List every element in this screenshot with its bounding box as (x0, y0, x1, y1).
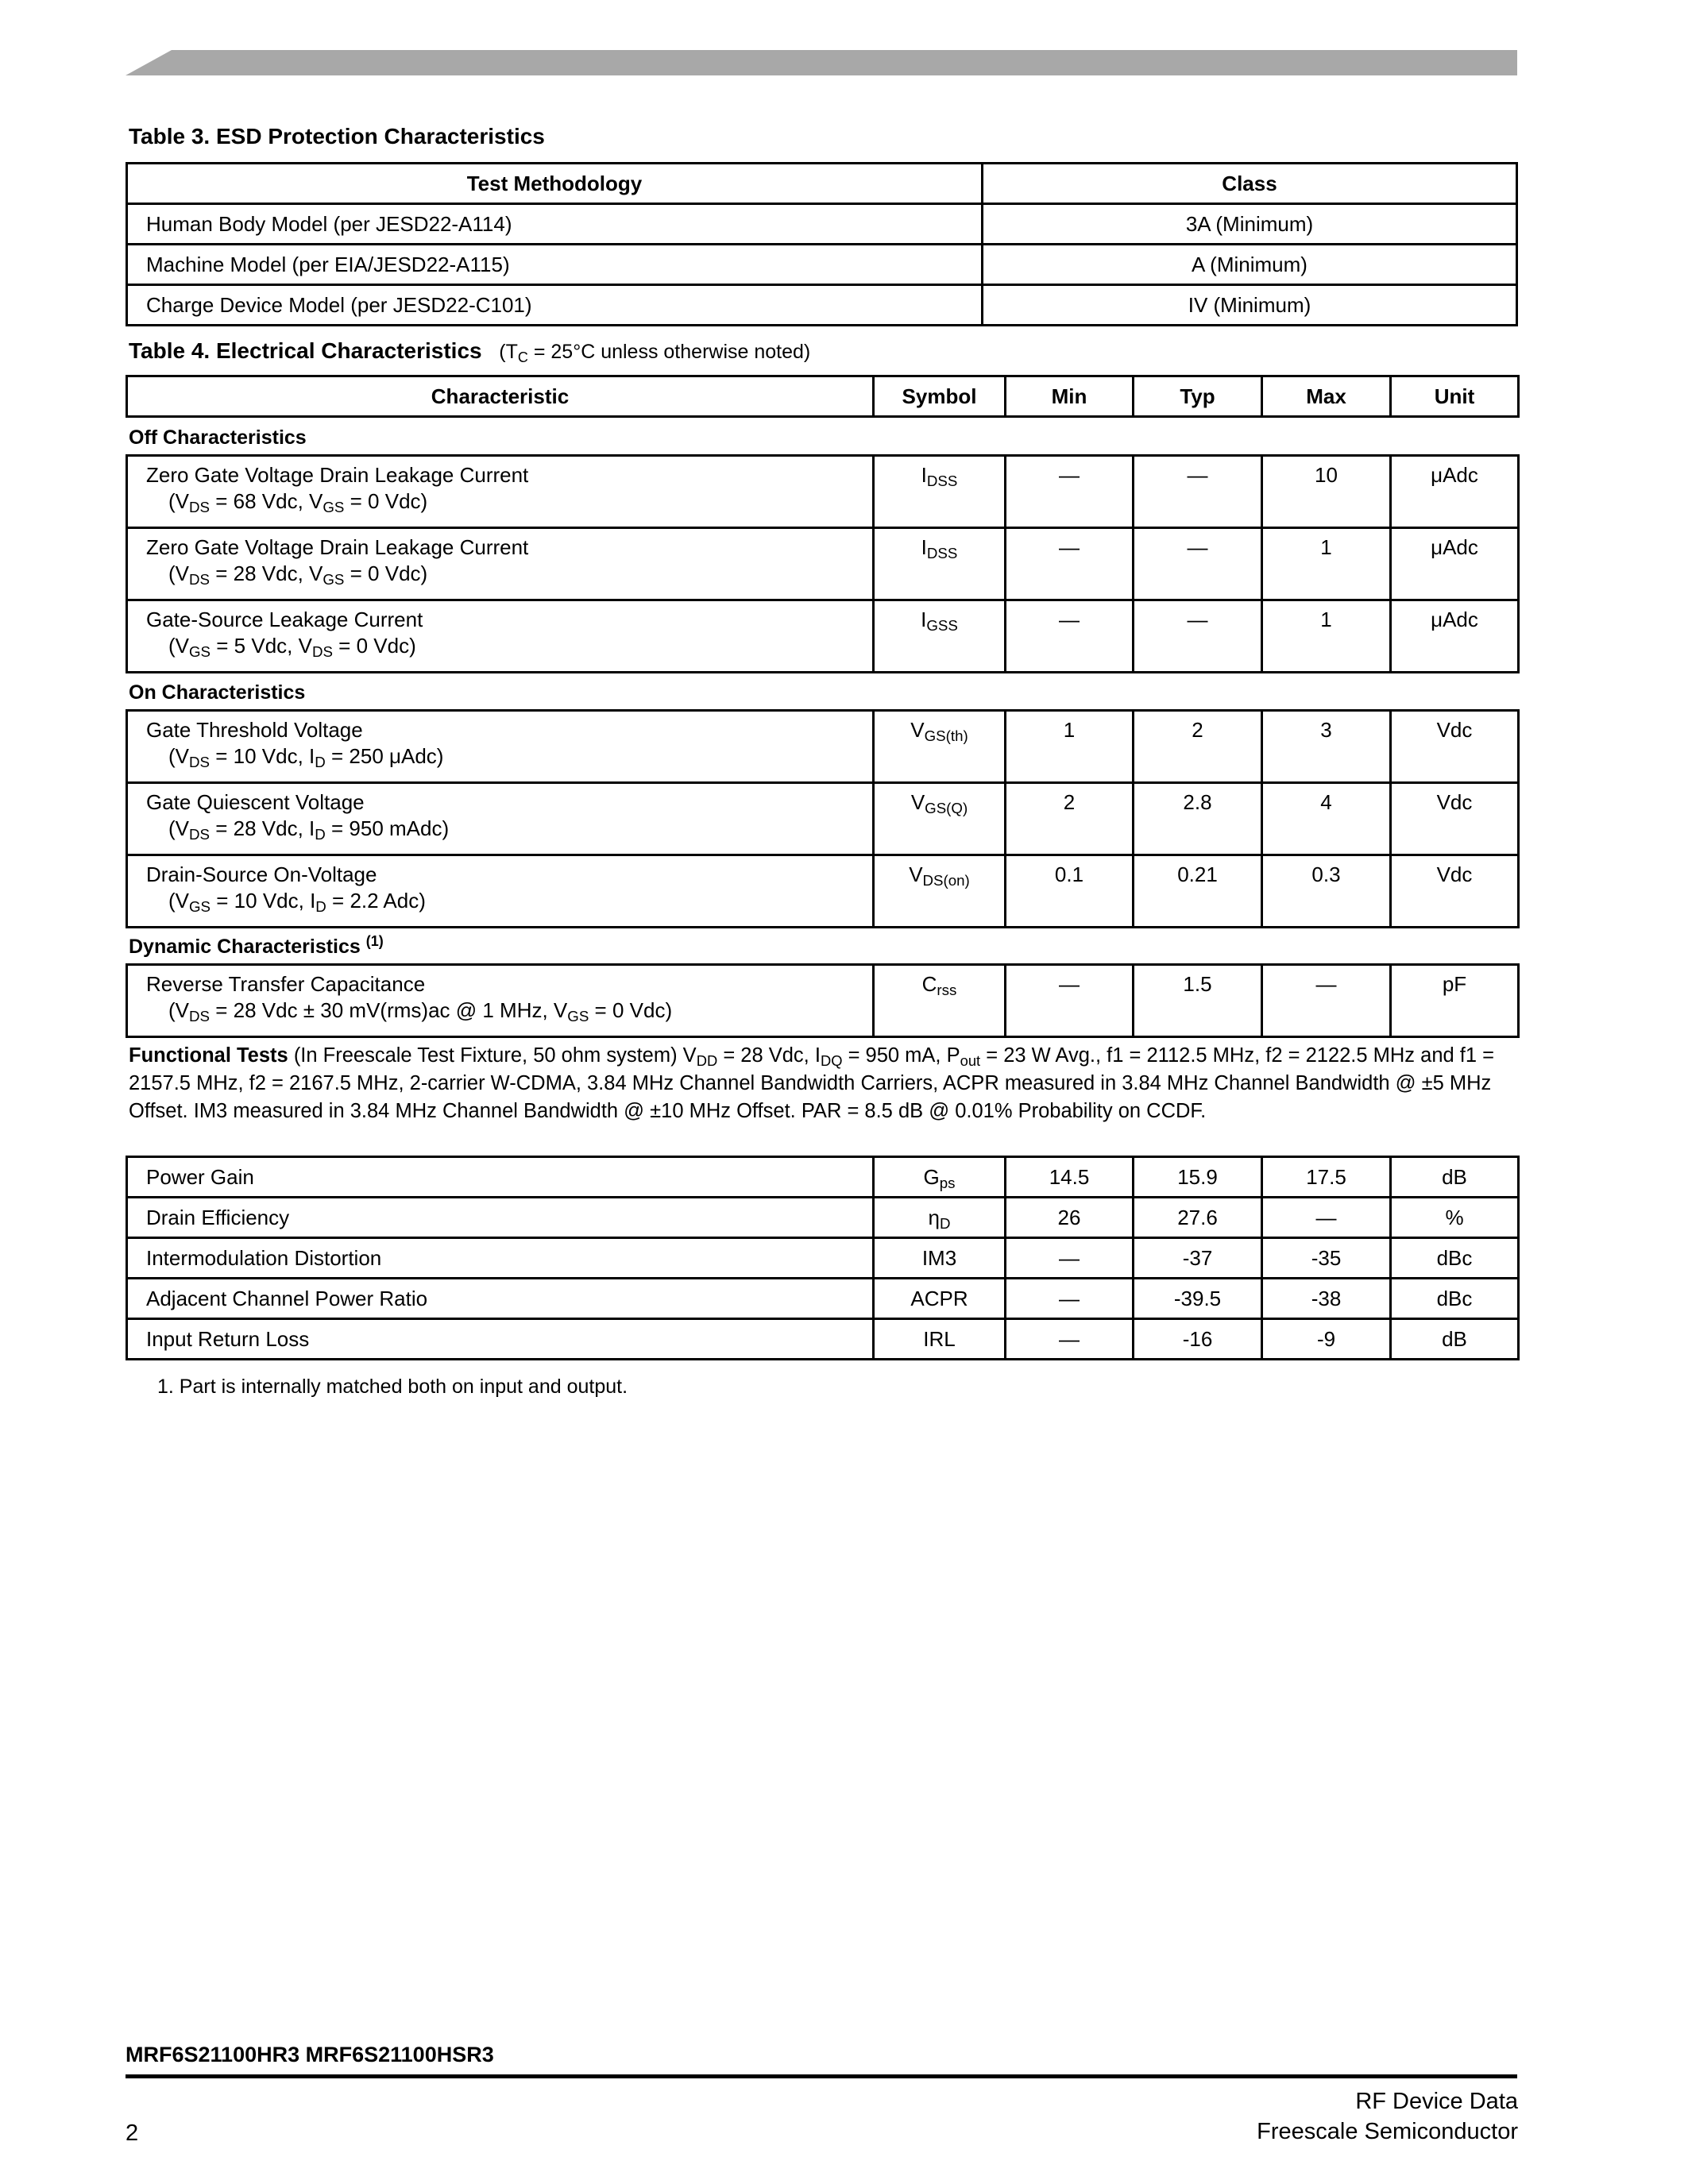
table-row (127, 204, 1517, 245)
characteristic-cell: Zero Gate Voltage Drain Leakage Current ($V_{DS} = 28$ Vdc, $V_{GS} = 0$ Vdc) (127, 528, 874, 600)
footnote: 1. Part is internally matched both on input and output. (157, 1376, 628, 1398)
table-row (127, 1198, 1519, 1238)
table-row (127, 1279, 1519, 1319)
characteristic-cell: Gate Threshold Voltage ($V_{DS} = 10$ Vdc, $I_D = 250$ μAdc) (127, 711, 874, 783)
header-min: Min (1006, 376, 1134, 417)
header-max: Max (1262, 376, 1391, 417)
unit-cell: % (1391, 1198, 1519, 1238)
table-row (127, 528, 1519, 600)
unit-cell: dBc (1391, 1279, 1519, 1319)
min-cell: — (1006, 1279, 1134, 1319)
table-header-row (127, 164, 1517, 204)
unit-cell: dB (1391, 1157, 1519, 1198)
table-row (127, 456, 1519, 528)
typ-cell: 1.5 (1134, 965, 1262, 1037)
max-cell: 0.3 (1262, 855, 1391, 928)
unit-cell: Vdc (1391, 783, 1519, 855)
symbol-cell: $V_{GS(th)}$ (874, 711, 1006, 783)
min-cell: 14.5 (1006, 1157, 1134, 1198)
characteristic-cell: Gate-Source Leakage Current ($V_{GS} = 5$ Vdc, $V_{DS} = 0$ Vdc) (127, 600, 874, 673)
typ-cell: -16 (1134, 1319, 1262, 1360)
symbol-cell: $G_{ps}$ (874, 1157, 1006, 1198)
min-cell: — (1006, 456, 1134, 528)
symbol-cell: $I_{GSS}$ (874, 600, 1006, 673)
unit-cell: Vdc (1391, 711, 1519, 783)
min-cell: — (1006, 1319, 1134, 1360)
header-class: Class (983, 164, 1517, 204)
functional-tests-conditions: Functional Tests (In Freescale Test Fixture, 50 ohm system) $V_{DD} = 28$ Vdc, $I_{DQ} = 950$ mA, $P_{out} = 23$ W Avg., f1 = 2112.5 MHz, f2 = 2122.5 MHz and f1 = 2157.5 MHz, f2 = 2167.5 MHz, 2-carrier W-CDMA, 3.84 MHz Channel Bandwidth Carriers, ACPR measured in 3.84 MHz Channel Bandwidth @ ±5 MHz Offset. IM3 measured in 3.84 MHz Channel Bandwidth @ ±10 MHz Offset. PAR = 8.5 dB @ 0.01% Probability on CCDF. (129, 1044, 1495, 1122)
typ-cell: -37 (1134, 1238, 1262, 1279)
max-cell: 3 (1262, 711, 1391, 783)
symbol-cell: $I_{DSS}$ (874, 528, 1006, 600)
characteristic-cell: Input Return Loss (127, 1319, 874, 1360)
symbol-cell: $V_{DS(on)}$ (874, 855, 1006, 928)
table-row (127, 1157, 1519, 1198)
characteristic-cell: Power Gain (127, 1157, 874, 1198)
typ-cell: — (1134, 528, 1262, 600)
symbol-cell: IM3 (874, 1238, 1006, 1279)
table-row (127, 1319, 1519, 1360)
esd-table (126, 162, 1518, 326)
esd-class: 3A (Minimum) (983, 204, 1517, 245)
max-cell: — (1262, 1198, 1391, 1238)
table-row (127, 285, 1517, 326)
characteristic-cell: Zero Gate Voltage Drain Leakage Current ($V_{DS} = 68$ Vdc, $V_{GS} = 0$ Vdc) (127, 456, 874, 528)
header-banner (126, 50, 1517, 75)
typ-cell: -39.5 (1134, 1279, 1262, 1319)
dynamic-characteristics-table (126, 963, 1520, 1038)
table-header-row (127, 376, 1519, 417)
page-number: 2 (126, 2120, 139, 2146)
unit-cell: dBc (1391, 1238, 1519, 1279)
doc-category: RF Device Data (1355, 2089, 1518, 2114)
symbol-cell: $I_{DSS}$ (874, 456, 1006, 528)
esd-class: IV (Minimum) (983, 285, 1517, 326)
min-cell: 1 (1006, 711, 1134, 783)
footnote-ref: (1) (365, 933, 384, 949)
max-cell: 1 (1262, 528, 1391, 600)
dynamic-characteristics-title: Dynamic Characteristics $^{(1)}$ (129, 933, 384, 958)
table-row (127, 711, 1519, 783)
max-cell: -9 (1262, 1319, 1391, 1360)
typ-cell: 0.21 (1134, 855, 1262, 928)
table-row (127, 783, 1519, 855)
on-characteristics-table (126, 709, 1520, 928)
test-method: Charge Device Model (per JESD22-C101) (127, 285, 983, 326)
table4-condition: ($T_C = 25^\circ C$ unless otherwise noted) (488, 341, 811, 366)
company-name: Freescale Semiconductor (1257, 2119, 1518, 2144)
typ-cell: 2 (1134, 711, 1262, 783)
typ-cell: 15.9 (1134, 1157, 1262, 1198)
header-typ: Typ (1134, 376, 1262, 417)
characteristic-cell: Drain-Source On-Voltage ($V_{GS} = 10$ Vdc, $I_D = 2.2$ Adc) (127, 855, 874, 928)
off-characteristics-table (126, 454, 1520, 673)
max-cell: 4 (1262, 783, 1391, 855)
min-cell: 0.1 (1006, 855, 1134, 928)
symbol-cell: $\eta_D$ (874, 1198, 1006, 1238)
typ-cell: 2.8 (1134, 783, 1262, 855)
characteristic-cell: Drain Efficiency (127, 1198, 874, 1238)
table3-caption: Table 3. ESD Protection Characteristics (129, 124, 545, 149)
functional-tests-table (126, 1156, 1520, 1360)
footer-rule (126, 2074, 1517, 2078)
min-cell: — (1006, 1238, 1134, 1279)
characteristic-cell: Gate Quiescent Voltage ($V_{DS} = 28$ Vdc, $I_D = 950$ mAdc) (127, 783, 874, 855)
off-characteristics-title: Off Characteristics (129, 426, 307, 449)
unit-cell: μAdc (1391, 528, 1519, 600)
min-cell: — (1006, 965, 1134, 1037)
max-cell: 1 (1262, 600, 1391, 673)
min-cell: 26 (1006, 1198, 1134, 1238)
table4-title: Table 4. Electrical Characteristics (129, 338, 482, 363)
electrical-header-table (126, 375, 1520, 418)
unit-cell: dB (1391, 1319, 1519, 1360)
min-cell: — (1006, 600, 1134, 673)
part-numbers: MRF6S21100HR3 MRF6S21100HSR3 (126, 2043, 494, 2066)
max-cell: -38 (1262, 1279, 1391, 1319)
symbol-cell: $V_{GS(Q)}$ (874, 783, 1006, 855)
table-row (127, 245, 1517, 285)
header-characteristic: Characteristic (127, 376, 874, 417)
table-row (127, 600, 1519, 673)
characteristic-cell: Adjacent Channel Power Ratio (127, 1279, 874, 1319)
characteristic-cell: Intermodulation Distortion (127, 1238, 874, 1279)
unit-cell: Vdc (1391, 855, 1519, 928)
unit-cell: μAdc (1391, 456, 1519, 528)
unit-cell: pF (1391, 965, 1519, 1037)
esd-class: A (Minimum) (983, 245, 1517, 285)
test-method: Human Body Model (per JESD22-A114) (127, 204, 983, 245)
max-cell: 17.5 (1262, 1157, 1391, 1198)
typ-cell: 27.6 (1134, 1198, 1262, 1238)
on-characteristics-title: On Characteristics (129, 681, 306, 704)
table-row (127, 965, 1519, 1037)
symbol-cell: ACPR (874, 1279, 1006, 1319)
min-cell: 2 (1006, 783, 1134, 855)
unit-cell: μAdc (1391, 600, 1519, 673)
table4-caption (129, 338, 810, 364)
typ-cell: — (1134, 600, 1262, 673)
characteristic-cell: Reverse Transfer Capacitance ($V_{DS} = 28$ Vdc ± 30 mV(rms)ac @ 1 MHz, $V_{GS} = 0$ Vdc) (127, 965, 874, 1037)
table-row (127, 855, 1519, 928)
symbol-cell: $C_{rss}$ (874, 965, 1006, 1037)
typ-cell: — (1134, 456, 1262, 528)
header-symbol: Symbol (874, 376, 1006, 417)
max-cell: — (1262, 965, 1391, 1037)
header-test-methodology: Test Methodology (127, 164, 983, 204)
symbol-cell: IRL (874, 1319, 1006, 1360)
test-method: Machine Model (per EIA/JESD22-A115) (127, 245, 983, 285)
min-cell: — (1006, 528, 1134, 600)
header-unit: Unit (1391, 376, 1519, 417)
max-cell: -35 (1262, 1238, 1391, 1279)
table-row (127, 1238, 1519, 1279)
max-cell: 10 (1262, 456, 1391, 528)
